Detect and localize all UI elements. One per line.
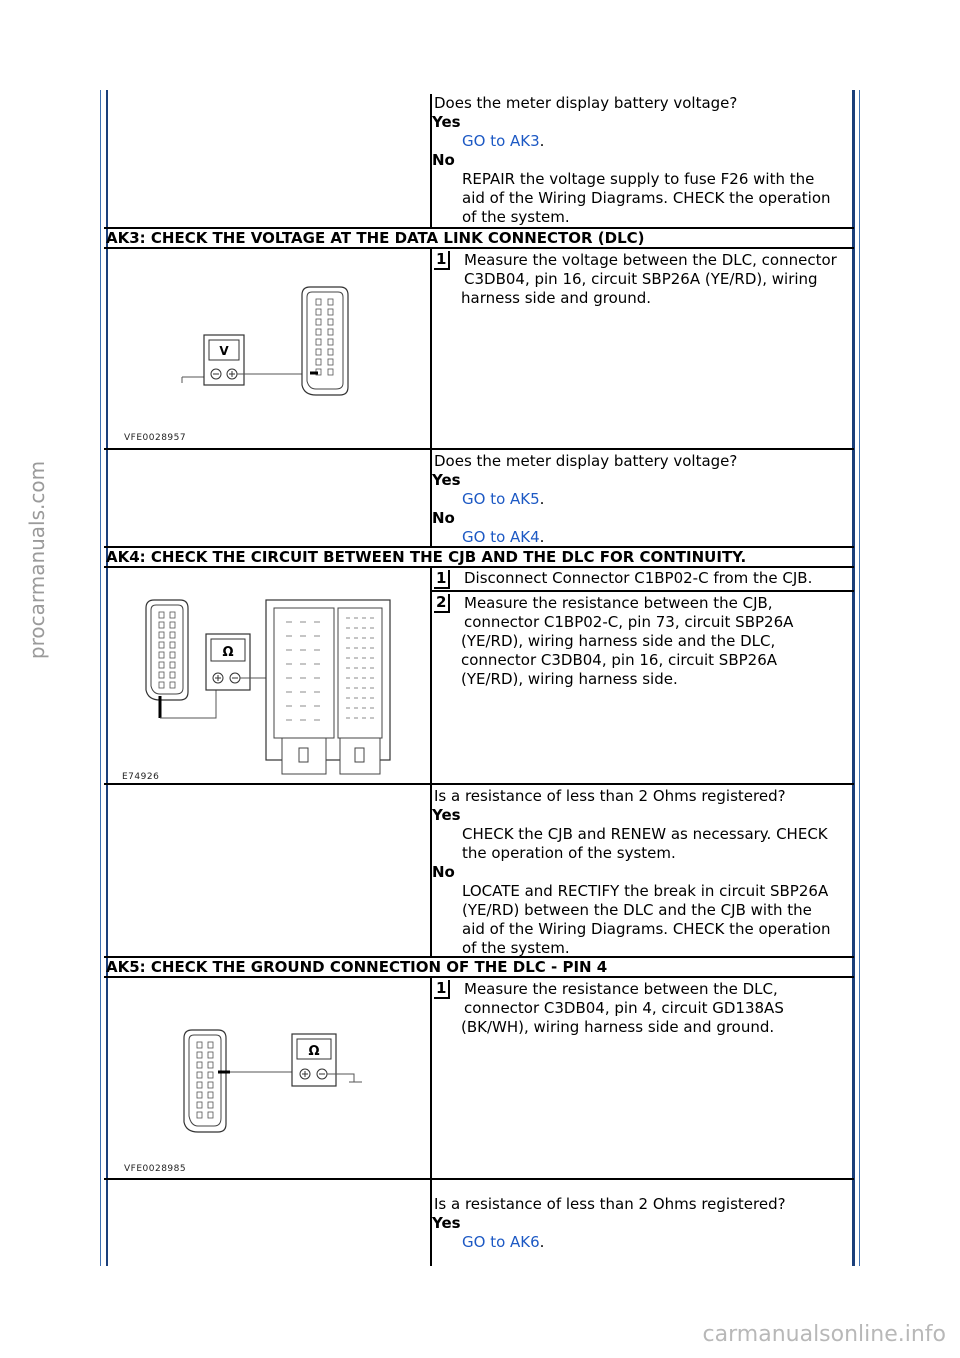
figure-cell-ak3 — [104, 249, 430, 450]
step2-cell-ak4 — [430, 592, 854, 785]
step1-cell-ak4 — [430, 568, 854, 592]
meter-symbol-ohm: Ω — [308, 1044, 320, 1059]
bottom-watermark: carmanualsonline.info — [702, 1322, 946, 1347]
step-number: 1 — [434, 570, 450, 589]
step-number: 2 — [434, 594, 450, 613]
no-text: REPAIR the voltage supply to fuse F26 with the — [462, 170, 815, 188]
section-header-ak4: AK4: CHECK THE CIRCUIT BETWEEN THE CJB AND THE DLC FOR CONTINUITY. — [104, 546, 854, 568]
link-go-to-ak5[interactable]: GO to AK5 — [462, 490, 540, 508]
figure-cell-ak5 — [104, 978, 430, 1180]
result-cell-ak3: Does the meter display battery voltage? Yes GO to AK5. No GO to AK4. — [430, 450, 854, 547]
step-text: Measure the voltage between the DLC, connector C3DB04, pin 16, circuit SBP26A (YE/RD), wiring harness side and ground. — [461, 251, 837, 307]
page-margin-rule-left — [100, 90, 101, 1266]
figure-id: VFE0028957 — [124, 433, 187, 443]
step-text: Measure the resistance between the CJB, connector C1BP02-C, pin 73, circuit SBP26A (YE/RD), wiring harness side and the DLC, connector C3DB04, pin 16, circuit SBP26A (YE/RD), wiring harness side. — [461, 594, 794, 688]
figure-cell-ak4 — [104, 592, 430, 785]
figure-vfe0028957 — [104, 249, 430, 448]
figure-e74926 — [104, 592, 430, 783]
meter-symbol-v: V — [219, 344, 229, 358]
step-cell-ak5 — [430, 978, 854, 1180]
result-cell-ak4: Is a resistance of less than 2 Ohms registered? Yes CHECK the CJB and RENEW as necessary. CHECK the operation of the system. No LOCATE and RECTIFY the break in circuit SBP26A (YE/RD) between the DLC and the CJB with the aid of the Wiring Diagrams. CHECK the operation of the system. — [430, 785, 854, 957]
yes-label: Yes — [432, 113, 461, 131]
question: Does the meter display battery voltage? — [434, 94, 738, 112]
step-number: 1 — [434, 251, 450, 270]
step-number: 1 — [434, 980, 450, 999]
top-result-cell: Does the meter display battery voltage? Yes GO to AK3. No REPAIR the voltage supply to fuse F26 with the aid of the Wiring Diagrams. CHECK the operation of the system. — [430, 94, 854, 228]
meter-symbol-ohm: Ω — [222, 645, 234, 660]
link-go-to-ak4[interactable]: GO to AK4 — [462, 528, 540, 546]
no-label: No — [432, 151, 455, 169]
question: Is a resistance of less than 2 Ohms registered? — [434, 1195, 786, 1213]
page-margin-rule-right — [859, 90, 860, 1266]
figure-id: VFE0028985 — [124, 1164, 187, 1174]
no-label: No — [432, 863, 455, 881]
result-cell-ak5: Is a resistance of less than 2 Ohms registered? Yes GO to AK6. — [430, 1180, 854, 1266]
step-text: Disconnect Connector C1BP02-C from the CJB. — [464, 569, 813, 587]
section-header-ak3: AK3: CHECK THE VOLTAGE AT THE DATA LINK CONNECTOR (DLC) — [104, 227, 854, 249]
section-header-ak5: AK5: CHECK THE GROUND CONNECTION OF THE DLC - PIN 4 — [104, 956, 854, 978]
no-label: No — [432, 509, 455, 527]
question: Does the meter display battery voltage? — [434, 452, 738, 470]
yes-label: Yes — [432, 806, 461, 824]
link-go-to-ak6[interactable]: GO to AK6 — [462, 1233, 540, 1251]
link-go-to-ak3[interactable]: GO to AK3 — [462, 132, 540, 150]
figure-vfe0028985 — [104, 978, 430, 1178]
question: Is a resistance of less than 2 Ohms registered? — [434, 787, 786, 805]
figure-id: E74926 — [122, 772, 160, 782]
yes-label: Yes — [432, 1214, 461, 1232]
step-text: Measure the resistance between the DLC, connector C3DB04, pin 4, circuit GD138AS (BK/WH), wiring harness side and ground. — [461, 980, 784, 1036]
step-cell-ak3 — [430, 249, 854, 450]
yes-label: Yes — [432, 471, 461, 489]
